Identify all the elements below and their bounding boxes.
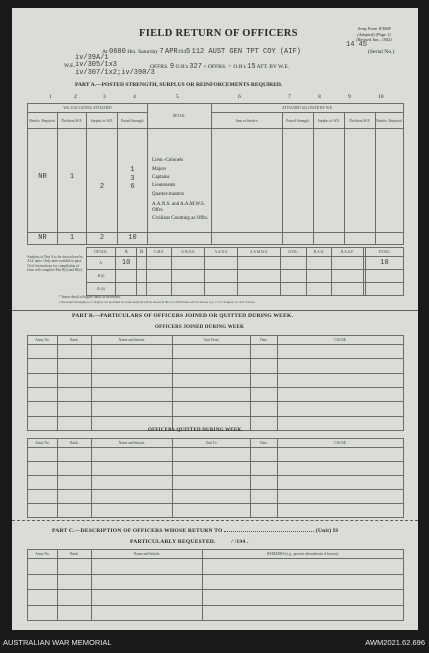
joined-title: OFFICERS JOINED DURING WEEK — [155, 325, 245, 330]
quitted-table — [27, 438, 404, 518]
analysis-row-label: R.(ii) — [87, 283, 116, 296]
total-reinfts: NR — [28, 232, 58, 244]
surplus-value: 2 — [87, 129, 118, 233]
quitted-title: OFFICERS QUITTED DURING WEEK. — [148, 428, 243, 433]
part-c-header: Rank. — [58, 550, 92, 559]
we-references — [75, 55, 155, 77]
offrs-label-2: OFFRS. — [207, 64, 227, 70]
footer-institution: AUSTRALIAN WAR MEMORIAL — [3, 638, 112, 647]
total-att-reinfts — [376, 232, 404, 244]
att-reinfts-header: Reinfts. Required. — [376, 113, 404, 129]
analysis-header: A — [116, 248, 137, 257]
day-value: Saturday — [138, 49, 158, 55]
att-posted-cell — [283, 129, 314, 233]
deficient-header: Deficient W.E. — [58, 113, 87, 129]
rank-item: Quarter-masters — [152, 191, 185, 197]
part-c-table — [27, 549, 404, 621]
form-ref-line: (Adapted) (Page 1) — [357, 31, 391, 37]
part-c-title-text: PART C.—DESCRIPTION OF OFFICERS WHOSE RETURN TO — [52, 528, 223, 534]
we-label: W.E. — [64, 63, 75, 69]
rank-item: Civilians Counting as Offrs. — [152, 216, 209, 222]
footnote-2: † Personnel belonging to a category not provided for in the analysis will be shown in this Col. Particulars will be shown, e.g., 2/- Lt. Surgeon, 4/- R.N. Forces. — [59, 300, 256, 304]
plus-sign: + — [203, 64, 207, 70]
analysis-header: C.M.F. — [147, 248, 172, 257]
analysis-header: B — [137, 248, 147, 257]
hrs-label: Hrs. — [127, 49, 137, 55]
part-c-title — [52, 528, 339, 534]
total-posted: 10 — [118, 232, 148, 244]
offrs-label: OFFRS. — [150, 64, 169, 70]
col-number: 8 — [318, 94, 321, 100]
analysis-a-value: 10 — [116, 257, 137, 270]
month-value: APR — [165, 48, 178, 56]
part-a-table — [27, 103, 404, 245]
rank-item: Majors — [152, 166, 167, 172]
time-value: 0600 — [109, 48, 126, 56]
analysis-header: R.A.N. — [306, 248, 332, 257]
total-att-surplus — [314, 232, 345, 244]
part-c-line2 — [130, 539, 249, 545]
total-detail — [148, 232, 212, 244]
unit-is-label: (Unit) IS — [315, 528, 339, 534]
col-number: 1 — [49, 94, 52, 100]
col-number: 2 — [74, 94, 77, 100]
rank-item: Lieutenants — [152, 183, 176, 189]
date-value: 7 — [159, 48, 164, 56]
we-ref: iv/305/1x3 — [75, 61, 118, 70]
rank-item: A.A.N.S. and A.A.M.W.S. Offrs. — [152, 202, 206, 213]
att-label: ATT. BY W.E. — [256, 64, 290, 70]
offrs-value: 9 — [169, 63, 175, 71]
col-number: 7 — [288, 94, 291, 100]
analysis-header: A.A.M.W.S. — [237, 248, 280, 257]
part-c-header: Army No. — [28, 550, 58, 559]
ors-value: 327 — [189, 63, 202, 71]
att-surplus-header: Surplus to W.E. — [314, 113, 345, 129]
posted-lieutenants: 6 — [130, 182, 135, 191]
att-posted-header: Posted Strength. — [283, 113, 314, 129]
form-sheet — [12, 8, 418, 630]
part-c-header: REMARKS (e.g., present whereabouts if known). — [203, 550, 404, 559]
total-deficient: 1 — [58, 232, 87, 244]
part-c-header: Name and Initials. — [92, 550, 203, 559]
offrs-att-value: - — [227, 63, 232, 71]
we-ref: iv/307/1x2;iv/390/3 — [75, 68, 155, 77]
joined-table — [27, 335, 404, 431]
col-number: 3 — [103, 94, 106, 100]
total-surplus: 2 — [87, 232, 118, 244]
year-prefix: 194 — [177, 49, 187, 55]
detail-header: DETAIL. — [148, 104, 212, 129]
att-reinfts-cell — [376, 129, 404, 233]
particularly-requested: PARTICULARLY REQUESTED. — [130, 539, 216, 545]
part-a-title: PART A.—POSTED STRENGTH, SURPLUS OR REINFORCEMENTS REQUIRED. — [75, 82, 283, 88]
att-surplus-cell — [314, 129, 345, 233]
part-b-title: PART B.—PARTICULARS OF OFFICERS JOINED OR QUITTED DURING WEEK. — [72, 313, 294, 319]
joined-header: Army No. — [28, 336, 58, 345]
divider — [12, 310, 418, 311]
posted-header: Posted Strength. — [118, 113, 148, 129]
quitted-header: CAUSE. — [278, 439, 404, 448]
joined-header: Date. — [251, 336, 278, 345]
joined-header: Rank. — [58, 336, 92, 345]
group-att-header: ATTACHED ALLOWED BY W.E. — [212, 104, 404, 113]
analysis-row-label: A. — [87, 257, 116, 270]
arm-service-header: Arm or Service. — [212, 113, 283, 129]
divider — [12, 520, 418, 521]
rank-list — [148, 129, 212, 233]
posted-captains: 3 — [130, 174, 135, 183]
deficient-value: 1 — [58, 129, 87, 233]
rank-item: Lieut.-Colonels — [152, 158, 184, 164]
we-ref: iv/39A/1 — [75, 54, 109, 62]
date-blank: / /194 . — [231, 539, 249, 545]
at-label: At — [102, 49, 108, 55]
total-att-deficient — [345, 232, 376, 244]
quitted-header: Army No. — [28, 439, 58, 448]
col-number: 4 — [133, 94, 136, 100]
col-number: 5 — [176, 94, 179, 100]
reinfts-header: Reinfts. Required. — [28, 113, 58, 129]
group-we-header: W.E. EXCLUDING ATTACHED — [28, 104, 148, 113]
rank-item: Captains — [152, 174, 170, 180]
total-arm — [212, 232, 283, 244]
quitted-header: Name and Initials. — [92, 439, 173, 448]
col-number: 10 — [378, 94, 384, 100]
establishment-line — [150, 64, 289, 72]
analysis-total-value: 10 — [366, 257, 404, 270]
year-digit: 5 — [186, 48, 191, 56]
unit-value: 112 AUST GEN TPT COY (AIF) — [191, 48, 301, 56]
footer-accession: AWM2021.62.696 — [365, 638, 425, 647]
col-number: 6 — [238, 94, 241, 100]
quitted-header: Unit To. — [173, 439, 251, 448]
col-number: 9 — [348, 94, 351, 100]
quitted-header: Date. — [251, 439, 278, 448]
analysis-header: DETAIL. — [87, 248, 116, 257]
serial-label: (Serial No.) — [368, 49, 395, 55]
analysis-header: CIVIL. — [280, 248, 306, 257]
form-ref-line: (Revised Jan., 1942) — [356, 37, 392, 43]
analysis-header: TOTAL. — [366, 248, 404, 257]
posted-values — [118, 129, 148, 233]
form-title: FIELD RETURN OF OFFICERS — [139, 28, 298, 39]
detail-note: Analysis of Part A to be shown here by ALL units. Only units entitled to para. 14 of instructions for compilation of form will complete Part R(i) and R(ii). — [27, 255, 84, 273]
ors-label: O.R's — [175, 64, 188, 70]
ors-att-value: 15 — [247, 63, 256, 71]
surplus-header: Surplus to W.E. — [87, 113, 118, 129]
quitted-header: Rank. — [58, 439, 92, 448]
unit-blank — [224, 531, 314, 532]
joined-header: CAUSE. — [278, 336, 404, 345]
serial-number: 14 45 — [346, 41, 368, 49]
posted-majors: 1 — [130, 166, 135, 175]
analysis-header: R.A.A.F. — [332, 248, 363, 257]
att-deficient-header: Deficient W.E. — [345, 113, 376, 129]
joined-header: Name and Initials. — [92, 336, 173, 345]
total-att-posted — [283, 232, 314, 244]
footnote-1: * Insert detail of higher ranks as necessary. — [59, 295, 121, 299]
reinfts-value: NR — [28, 129, 58, 233]
joined-header: Unit From. — [173, 336, 251, 345]
arm-service-cell — [212, 129, 283, 233]
att-deficient-cell — [345, 129, 376, 233]
analysis-header: A.A.N.S. — [205, 248, 238, 257]
form-ref-line: Army Form W3008 — [357, 26, 391, 31]
column-numbers — [12, 94, 418, 102]
analysis-row-label: R.(i) — [87, 270, 116, 283]
ors-label-2: O.R's — [233, 64, 246, 70]
analysis-header: A.W.A.S. — [171, 248, 205, 257]
detail-analysis-table — [86, 247, 404, 296]
